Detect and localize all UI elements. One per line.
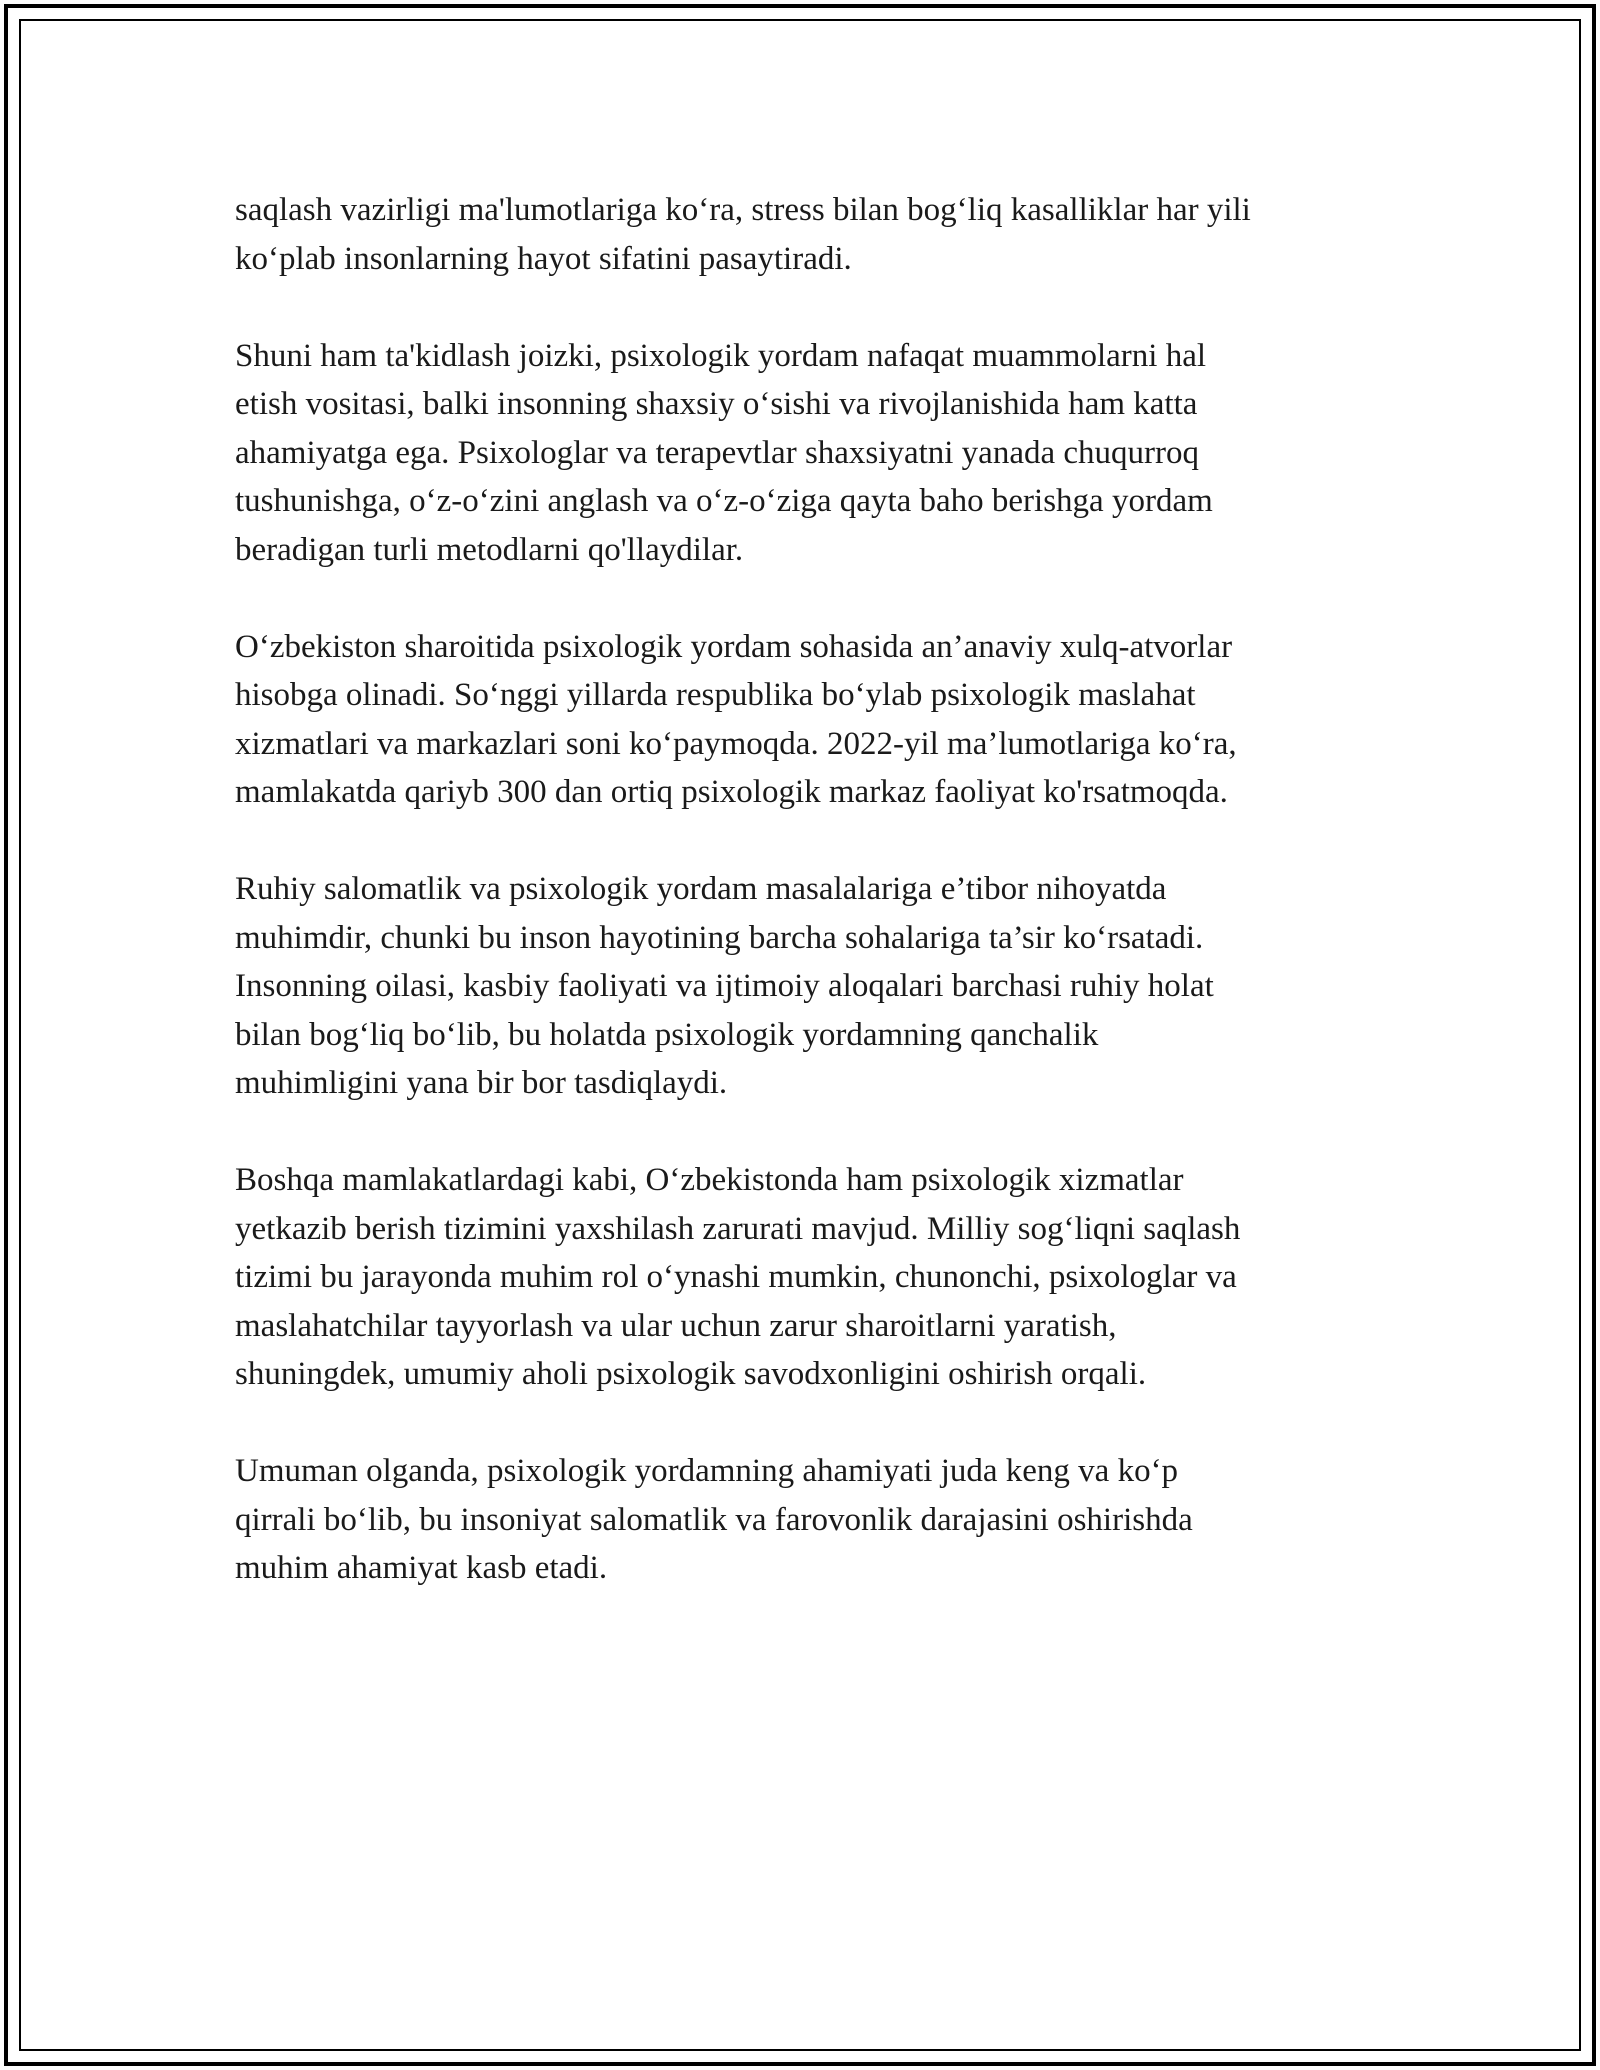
text-line: Ruhiy salomatlik va psixologik yordam masalalariga e’tibor nihoyatda <box>235 871 1167 907</box>
text-line: hisobga olinadi. So‘nggi yillarda respublika bo‘ylab psixologik maslahat <box>235 677 1196 713</box>
document-body <box>235 186 1385 1641</box>
text-line: etish vositasi, balki insonning shaxsiy o‘sishi va rivojlanishida ham katta <box>235 386 1198 422</box>
text-line: maslahatchilar tayyorlash va ular uchun zarur sharoitlarni yaratish, <box>235 1307 1117 1344</box>
text-line: saqlash vazirligi ma'lumotlariga ko‘ra, stress bilan bog‘liq kasalliklar har yili <box>235 192 1251 228</box>
text-line: tizimi bu jarayonda muhim rol o‘ynashi mumkin, chunonchi, psixologlar va <box>235 1259 1237 1295</box>
text-line: xizmatlari va markazlari soni ko‘paymoqda. 2022-yil ma’lumotlariga ko‘ra, <box>235 725 1237 762</box>
text-line: Insonning oilasi, kasbiy faoliyati va ijtimoiy aloqalari barchasi ruhiy holat <box>235 968 1214 1004</box>
text-line: yetkazib berish tizimini yaxshilash zarurati mavjud. Milliy sog‘liqni saqlash <box>235 1210 1241 1247</box>
text-line: shuningdek, umumiy aholi psixologik savodxonligini oshirish orqali. <box>235 1356 1147 1392</box>
text-line: ko‘plab insonlarning hayot sifatini pasaytiradi. <box>235 240 852 277</box>
paragraph <box>235 1447 1385 1593</box>
text-line: ahamiyatga ega. Psixologlar va terapevtlar shaxsiyatni yanada chuqurroq <box>235 434 1199 471</box>
text-line: Umuman olganda, psixologik yordamning ahamiyati juda keng va ko‘p <box>235 1453 1179 1489</box>
text-line: beradigan turli metodlarni qo'llaydilar. <box>235 531 744 568</box>
text-line: Boshqa mamlakatlardagi kabi, O‘zbekistonda ham psixologik xizmatlar <box>235 1162 1184 1198</box>
text-line: qirrali bo‘lib, bu insoniyat salomatlik va farovonlik darajasini oshirishda <box>235 1501 1193 1538</box>
text-line: muhimligini yana bir bor tasdiqlaydi. <box>235 1065 728 1101</box>
text-line: O‘zbekiston sharoitida psixologik yordam sohasida an’anaviy xulq-atvorlar <box>235 628 1233 665</box>
paragraph <box>235 186 1385 283</box>
paragraph <box>235 1156 1385 1399</box>
text-line: Shuni ham ta'kidlash joizki, psixologik yordam nafaqat muammolarni hal <box>235 337 1207 374</box>
text-line: bilan bog‘liq bo‘lib, bu holatda psixologik yordamning qanchalik <box>235 1016 1099 1053</box>
paragraph <box>235 623 1385 817</box>
text-line: mamlakatda qariyb 300 dan ortiq psixologik markaz faoliyat ko'rsatmoqda. <box>235 774 1228 810</box>
text-line: tushunishga, o‘z-o‘zini anglash va o‘z-o‘ziga qayta baho berishga yordam <box>235 483 1213 519</box>
text-line: muhim ahamiyat kasb etadi. <box>235 1550 608 1586</box>
paragraph <box>235 332 1385 575</box>
paragraph <box>235 865 1385 1108</box>
text-line: muhimdir, chunki bu inson hayotining barcha sohalariga ta’sir ko‘rsatadi. <box>235 919 1204 956</box>
